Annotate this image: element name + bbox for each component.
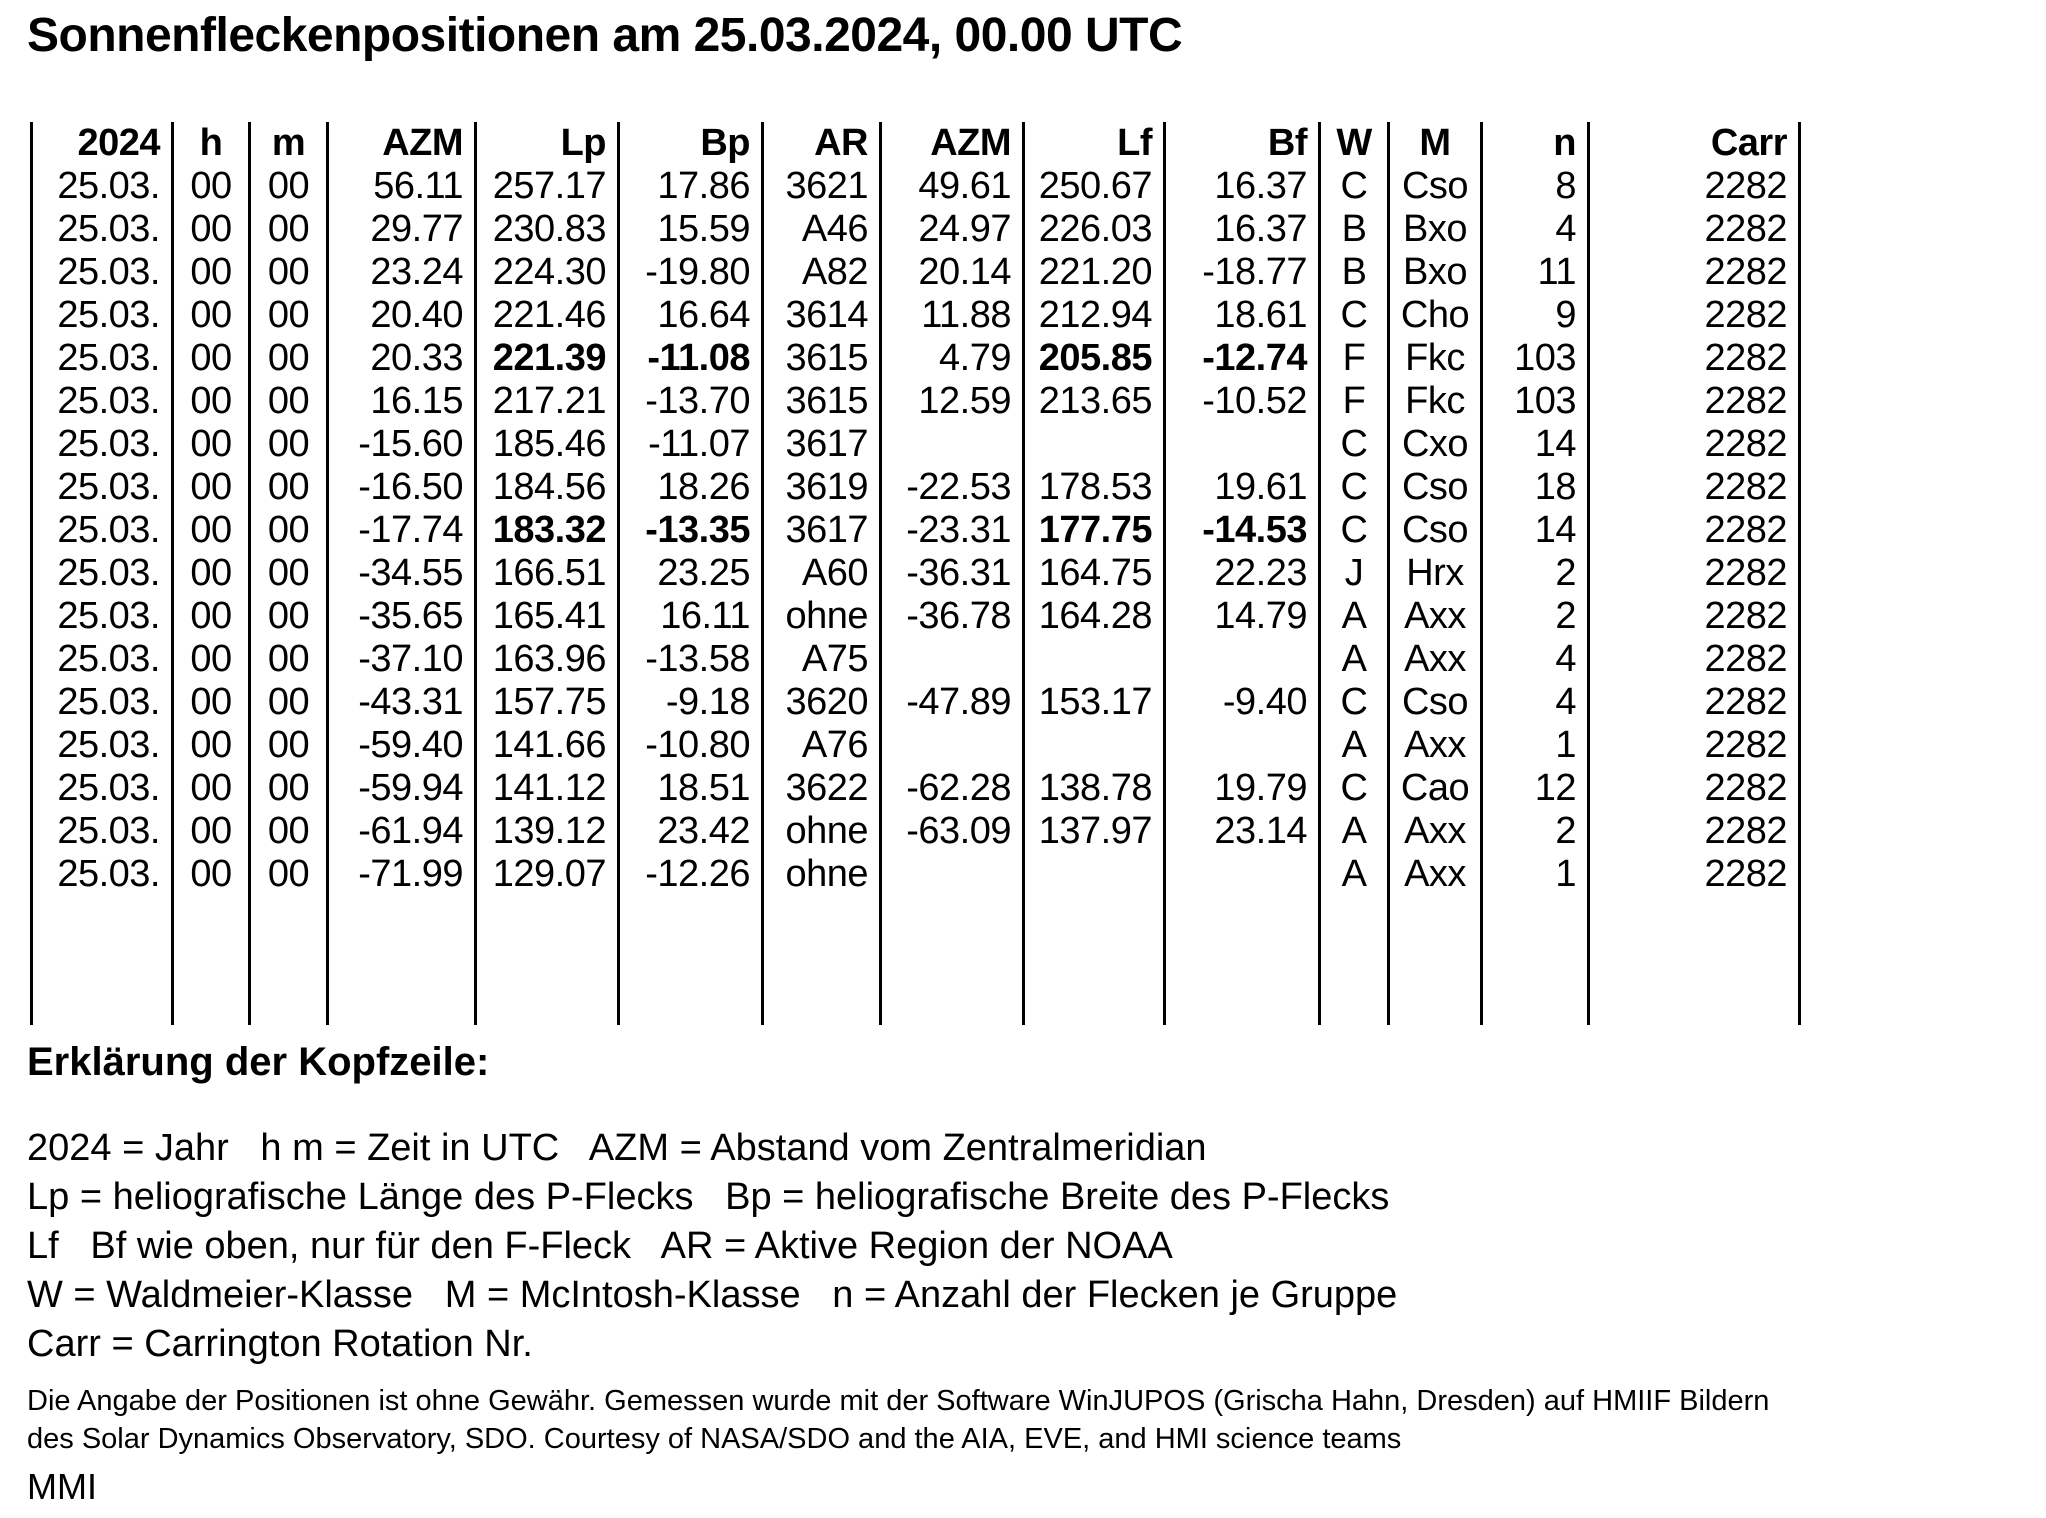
table-cell: 25.03. (57, 681, 160, 723)
table-column-12-n (1483, 122, 1590, 1025)
table-cell: 3615 (785, 337, 868, 379)
table-cell (1166, 724, 1318, 767)
table-cell: 157.75 (492, 681, 606, 723)
table-cell: 00 (190, 294, 232, 336)
table-column-13-carr (1590, 122, 1801, 1025)
table-cell: 56.11 (373, 165, 463, 207)
table-cell: 00 (267, 251, 310, 293)
table-cell: 221.20 (1038, 251, 1152, 293)
table-cell: Cso (1401, 509, 1469, 551)
table-cell: 23.14 (1214, 810, 1307, 852)
table-cell: 16.37 (1214, 165, 1307, 207)
table-cell: C (1340, 509, 1368, 551)
table-cell: 2282 (1704, 767, 1787, 809)
table-cell: F (1342, 337, 1366, 379)
table-cell: Cso (1401, 165, 1469, 207)
table-column-5-bp (620, 122, 764, 1025)
table-cell: 185.46 (492, 423, 606, 465)
table-cell: 164.28 (1038, 595, 1152, 637)
table-cell: C (1340, 294, 1368, 336)
table-cell: -13.70 (645, 380, 750, 422)
table-cell: 19.79 (1214, 767, 1307, 809)
table-cell: -22.53 (906, 466, 1011, 508)
table-cell: 00 (267, 552, 310, 594)
table-cell: 00 (267, 810, 310, 852)
sunspot-positions-table (30, 122, 1801, 1025)
table-cell: -36.31 (906, 552, 1011, 594)
table-cell: 129.07 (492, 853, 606, 895)
table-cell: A60 (801, 552, 868, 594)
table-cell: 11 (1537, 251, 1576, 293)
table-column-0-2024 (33, 122, 174, 1025)
table-cell: 177.75 (1038, 509, 1152, 551)
table-cell: Fkc (1405, 380, 1465, 422)
table-cell (1166, 638, 1318, 681)
table-cell: 2282 (1704, 294, 1787, 336)
table-cell: A (1341, 810, 1367, 852)
table-cell: 16.64 (657, 294, 750, 336)
table-cell: 2282 (1704, 638, 1787, 680)
table-cell: 14 (1534, 509, 1576, 551)
table-cell: 00 (190, 509, 232, 551)
table-cell: C (1340, 423, 1368, 465)
table-cell: 2282 (1704, 552, 1787, 594)
table-cell: Axx (1404, 853, 1466, 895)
header-cell: Lf (1117, 122, 1152, 164)
table-cell: 25.03. (57, 380, 160, 422)
table-cell: 205.85 (1038, 337, 1152, 379)
table-cell: 15.59 (657, 208, 750, 250)
table-cell: Axx (1404, 724, 1466, 766)
table-cell: B (1341, 251, 1367, 293)
header-cell: W (1336, 122, 1372, 164)
table-cell: -13.35 (645, 509, 750, 551)
table-column-9-bf (1166, 122, 1321, 1025)
header-cell: h (199, 122, 223, 164)
table-cell: 00 (190, 337, 232, 379)
disclaimer-line: Die Angabe der Positionen ist ohne Gewähr. Gemessen wurde mit der Software WinJUPOS (Grischa Hahn, Dresden) auf HMIIF Bildern (27, 1385, 1770, 1417)
table-cell: 00 (267, 681, 310, 723)
table-cell: 00 (190, 380, 232, 422)
table-cell: 25.03. (57, 724, 160, 766)
table-cell: -12.26 (645, 853, 750, 895)
table-cell: 226.03 (1038, 208, 1152, 250)
table-cell: 23.42 (657, 810, 750, 852)
table-cell: 25.03. (57, 251, 160, 293)
table-cell: 3614 (785, 294, 868, 336)
table-cell: 00 (190, 423, 232, 465)
table-cell: 2 (1555, 552, 1576, 594)
table-cell: -59.94 (358, 767, 463, 809)
table-cell: C (1340, 165, 1368, 207)
header-cell: 2024 (77, 122, 160, 164)
table-cell: 14.79 (1214, 595, 1307, 637)
table-cell: 2282 (1704, 466, 1787, 508)
table-cell: 9 (1555, 294, 1576, 336)
table-cell: 183.32 (492, 509, 606, 551)
table-cell: -62.28 (906, 767, 1011, 809)
table-cell: 137.97 (1038, 810, 1152, 852)
table-cell: C (1340, 767, 1368, 809)
table-cell: 24.97 (918, 208, 1011, 250)
table-cell: 49.61 (918, 165, 1011, 207)
table-cell: 165.41 (492, 595, 606, 637)
table-cell: 00 (267, 423, 310, 465)
table-cell: 1 (1555, 724, 1576, 766)
table-cell: ohne (785, 810, 868, 852)
table-cell: 00 (190, 165, 232, 207)
table-cell: 18.51 (657, 767, 750, 809)
table-cell: -14.53 (1202, 509, 1307, 551)
table-cell: -12.74 (1202, 337, 1307, 379)
table-cell (1166, 853, 1318, 896)
header-cell: n (1553, 122, 1576, 164)
table-cell: Cso (1401, 681, 1469, 723)
table-cell (1166, 423, 1318, 466)
table-cell: 00 (190, 767, 232, 809)
table-cell: 2282 (1704, 337, 1787, 379)
table-cell: 00 (267, 509, 310, 551)
table-cell: 23.24 (370, 251, 463, 293)
explanation-line: Lp = heliografische Länge des P-Flecks Bp = heliografische Breite des P-Flecks (27, 1176, 1390, 1218)
table-cell: 00 (267, 337, 310, 379)
table-cell: 00 (267, 767, 310, 809)
table-cell: 224.30 (492, 251, 606, 293)
table-cell: A76 (801, 724, 868, 766)
table-cell: 00 (190, 681, 232, 723)
header-cell: m (271, 122, 306, 164)
table-cell: Cso (1401, 466, 1469, 508)
author-initials: MMI (27, 1466, 97, 1507)
header-cell: Carr (1710, 122, 1787, 164)
table-cell: 2282 (1704, 681, 1787, 723)
table-cell (882, 423, 1022, 466)
table-cell: Bxo (1403, 251, 1467, 293)
explanation-block (27, 1124, 1397, 1369)
table-cell: 4.79 (939, 337, 1011, 379)
table-column-11-m (1390, 122, 1483, 1025)
table-cell: 25.03. (57, 810, 160, 852)
table-cell: Hrx (1406, 552, 1464, 594)
table-cell: -43.31 (358, 681, 463, 723)
table-cell: 25.03. (57, 552, 160, 594)
table-cell: 139.12 (492, 810, 606, 852)
table-cell: 00 (267, 638, 310, 680)
table-cell: 2282 (1704, 380, 1787, 422)
table-column-2-m (251, 122, 329, 1025)
table-cell (882, 853, 1022, 896)
table-cell: 16.37 (1214, 208, 1307, 250)
table-cell: 25.03. (57, 294, 160, 336)
table-cell: Axx (1404, 595, 1466, 637)
table-cell (1025, 853, 1163, 896)
table-cell: 2282 (1704, 509, 1787, 551)
table-cell: Fkc (1405, 337, 1465, 379)
table-cell: 257.17 (492, 165, 606, 207)
table-cell: 00 (190, 853, 232, 895)
table-cell: Axx (1404, 638, 1466, 680)
table-cell: 103 (1514, 380, 1576, 422)
table-cell: 2282 (1704, 251, 1787, 293)
table-cell: 20.40 (370, 294, 463, 336)
table-cell: 18 (1534, 466, 1576, 508)
table-cell: 2 (1555, 810, 1576, 852)
table-cell: -35.65 (358, 595, 463, 637)
table-cell: -15.60 (358, 423, 463, 465)
table-cell: 22.23 (1214, 552, 1307, 594)
table-cell: 163.96 (492, 638, 606, 680)
table-cell: 00 (190, 466, 232, 508)
table-cell: A (1341, 853, 1367, 895)
table-cell: 18.61 (1214, 294, 1307, 336)
table-cell: 12 (1534, 767, 1576, 809)
table-cell: ohne (785, 853, 868, 895)
table-cell: 17.86 (657, 165, 750, 207)
table-cell: -23.31 (906, 509, 1011, 551)
table-column-4-lp (477, 122, 620, 1025)
explanation-line: Carr = Carrington Rotation Nr. (27, 1323, 533, 1365)
table-cell: -16.50 (358, 466, 463, 508)
header-cell: AZM (382, 122, 463, 164)
table-cell: 20.33 (370, 337, 463, 379)
table-cell: Axx (1404, 810, 1466, 852)
table-cell: 8 (1555, 165, 1576, 207)
table-cell: 2282 (1704, 595, 1787, 637)
table-cell: 184.56 (492, 466, 606, 508)
table-cell: 25.03. (57, 423, 160, 465)
table-column-8-lf (1025, 122, 1166, 1025)
table-cell: A75 (801, 638, 868, 680)
disclaimer-block (27, 1382, 1769, 1458)
table-cell: 138.78 (1038, 767, 1152, 809)
table-cell: 3615 (785, 380, 868, 422)
table-cell: -61.94 (358, 810, 463, 852)
table-cell: 00 (267, 165, 310, 207)
table-cell: 250.67 (1038, 165, 1152, 207)
header-cell: Bf (1267, 122, 1307, 164)
page-title: Sonnenfleckenpositionen am 25.03.2024, 00.00 UTC (27, 9, 1183, 62)
table-cell: -47.89 (906, 681, 1011, 723)
table-cell: 16.11 (660, 595, 750, 637)
table-cell: 12.59 (918, 380, 1011, 422)
table-column-3-azm (329, 122, 477, 1025)
table-cell: 29.77 (370, 208, 463, 250)
table-cell: A (1341, 724, 1367, 766)
table-cell: 3621 (785, 165, 868, 207)
table-cell: -11.08 (647, 337, 750, 379)
table-cell: 2282 (1704, 208, 1787, 250)
table-cell: F (1342, 380, 1366, 422)
table-cell: 00 (267, 466, 310, 508)
table-cell: 00 (190, 251, 232, 293)
table-cell: 25.03. (57, 165, 160, 207)
table-cell: 221.46 (492, 294, 606, 336)
table-cell: 00 (267, 853, 310, 895)
table-cell: -11.07 (648, 423, 750, 465)
table-cell: A46 (801, 208, 868, 250)
table-cell: -10.52 (1202, 380, 1307, 422)
table-cell: 18.26 (657, 466, 750, 508)
table-cell: -18.77 (1202, 251, 1307, 293)
table-column-10-w (1321, 122, 1390, 1025)
table-cell: 213.65 (1038, 380, 1152, 422)
header-cell: M (1419, 122, 1451, 164)
table-cell: 4 (1555, 638, 1576, 680)
table-cell: 3617 (785, 509, 868, 551)
table-cell: -34.55 (358, 552, 463, 594)
table-cell: 141.12 (492, 767, 606, 809)
table-cell: 2282 (1704, 810, 1787, 852)
table-cell: -36.78 (906, 595, 1011, 637)
table-cell: 2282 (1704, 165, 1787, 207)
table-cell: 19.61 (1214, 466, 1307, 508)
table-cell: 4 (1555, 208, 1576, 250)
table-cell: 2 (1555, 595, 1576, 637)
table-cell: Cho (1400, 294, 1470, 336)
table-cell: 14 (1534, 423, 1576, 465)
table-cell: 00 (267, 294, 310, 336)
table-cell: 00 (190, 724, 232, 766)
table-cell: 212.94 (1038, 294, 1152, 336)
table-cell: -17.74 (358, 509, 463, 551)
table-cell: ohne (785, 595, 868, 637)
header-cell: Lp (560, 122, 606, 164)
table-cell (1025, 724, 1163, 767)
table-cell: 25.03. (57, 595, 160, 637)
table-cell: -63.09 (906, 810, 1011, 852)
table-cell: 25.03. (57, 466, 160, 508)
table-cell: 1 (1555, 853, 1576, 895)
table-cell: -13.58 (645, 638, 750, 680)
table-cell: 3620 (785, 681, 868, 723)
table-cell: 25.03. (57, 509, 160, 551)
table-cell: 25.03. (57, 767, 160, 809)
table-column-1-h (174, 122, 251, 1025)
table-cell: 178.53 (1038, 466, 1152, 508)
table-cell: B (1341, 208, 1367, 250)
table-cell: A (1341, 595, 1367, 637)
table-cell: 221.39 (492, 337, 606, 379)
explanation-line: 2024 = Jahr h m = Zeit in UTC AZM = Abstand vom Zentralmeridian (27, 1127, 1207, 1169)
table-cell: -10.80 (645, 724, 750, 766)
disclaimer-line: des Solar Dynamics Observatory, SDO. Courtesy of NASA/SDO and the AIA, EVE, and HMI science teams (27, 1423, 1402, 1455)
table-cell: 00 (267, 724, 310, 766)
table-cell: -71.99 (358, 853, 463, 895)
table-cell: 25.03. (57, 853, 160, 895)
table-cell: C (1340, 681, 1368, 723)
header-cell: Bp (700, 122, 750, 164)
table-cell: 00 (190, 638, 232, 680)
table-cell: 103 (1514, 337, 1576, 379)
explanation-line: W = Waldmeier-Klasse M = McIntosh-Klasse n = Anzahl der Flecken je Gruppe (27, 1274, 1398, 1316)
header-cell: AZM (930, 122, 1011, 164)
table-cell: 3622 (785, 767, 868, 809)
table-cell: 141.66 (492, 724, 606, 766)
table-cell: 00 (190, 810, 232, 852)
table-cell: -59.40 (358, 724, 463, 766)
table-cell: Bxo (1403, 208, 1467, 250)
table-cell: 16.15 (370, 380, 463, 422)
table-cell: J (1344, 552, 1364, 594)
table-cell: 166.51 (492, 552, 606, 594)
table-cell: 230.83 (492, 208, 606, 250)
table-cell: 25.03. (57, 337, 160, 379)
table-cell: 2282 (1704, 853, 1787, 895)
table-cell: 2282 (1704, 724, 1787, 766)
table-cell: 153.17 (1038, 681, 1152, 723)
table-cell: 4 (1555, 681, 1576, 723)
table-cell: 3619 (785, 466, 868, 508)
explanation-line: Lf Bf wie oben, nur für den F-Fleck AR = Aktive Region der NOAA (27, 1225, 1173, 1267)
table-cell: 217.21 (492, 380, 606, 422)
table-cell: 164.75 (1038, 552, 1152, 594)
table-cell: 25.03. (57, 638, 160, 680)
table-cell: 11.88 (921, 294, 1011, 336)
table-cell: 23.25 (657, 552, 750, 594)
table-cell: -37.10 (358, 638, 463, 680)
table-column-6-ar (764, 122, 882, 1025)
table-cell: -9.18 (665, 681, 750, 723)
table-cell: -19.80 (645, 251, 750, 293)
table-cell: Cxo (1401, 423, 1469, 465)
table-column-7-azm (882, 122, 1025, 1025)
table-cell: 00 (190, 208, 232, 250)
explanation-heading: Erklärung der Kopfzeile: (27, 1040, 490, 1084)
table-cell: 00 (267, 595, 310, 637)
table-cell: A82 (801, 251, 868, 293)
header-cell: AR (814, 122, 868, 164)
table-cell: 00 (267, 380, 310, 422)
table-cell (882, 638, 1022, 681)
table-cell (1025, 423, 1163, 466)
table-cell: 25.03. (57, 208, 160, 250)
table-cell: 20.14 (918, 251, 1011, 293)
table-cell: 00 (267, 208, 310, 250)
table-cell: 3617 (785, 423, 868, 465)
table-cell (882, 724, 1022, 767)
table-cell (1025, 638, 1163, 681)
table-cell: 2282 (1704, 423, 1787, 465)
table-cell: 00 (190, 552, 232, 594)
table-cell: Cao (1400, 767, 1470, 809)
table-cell: -9.40 (1222, 681, 1307, 723)
table-cell: C (1340, 466, 1368, 508)
table-cell: A (1341, 638, 1367, 680)
table-cell: 00 (190, 595, 232, 637)
